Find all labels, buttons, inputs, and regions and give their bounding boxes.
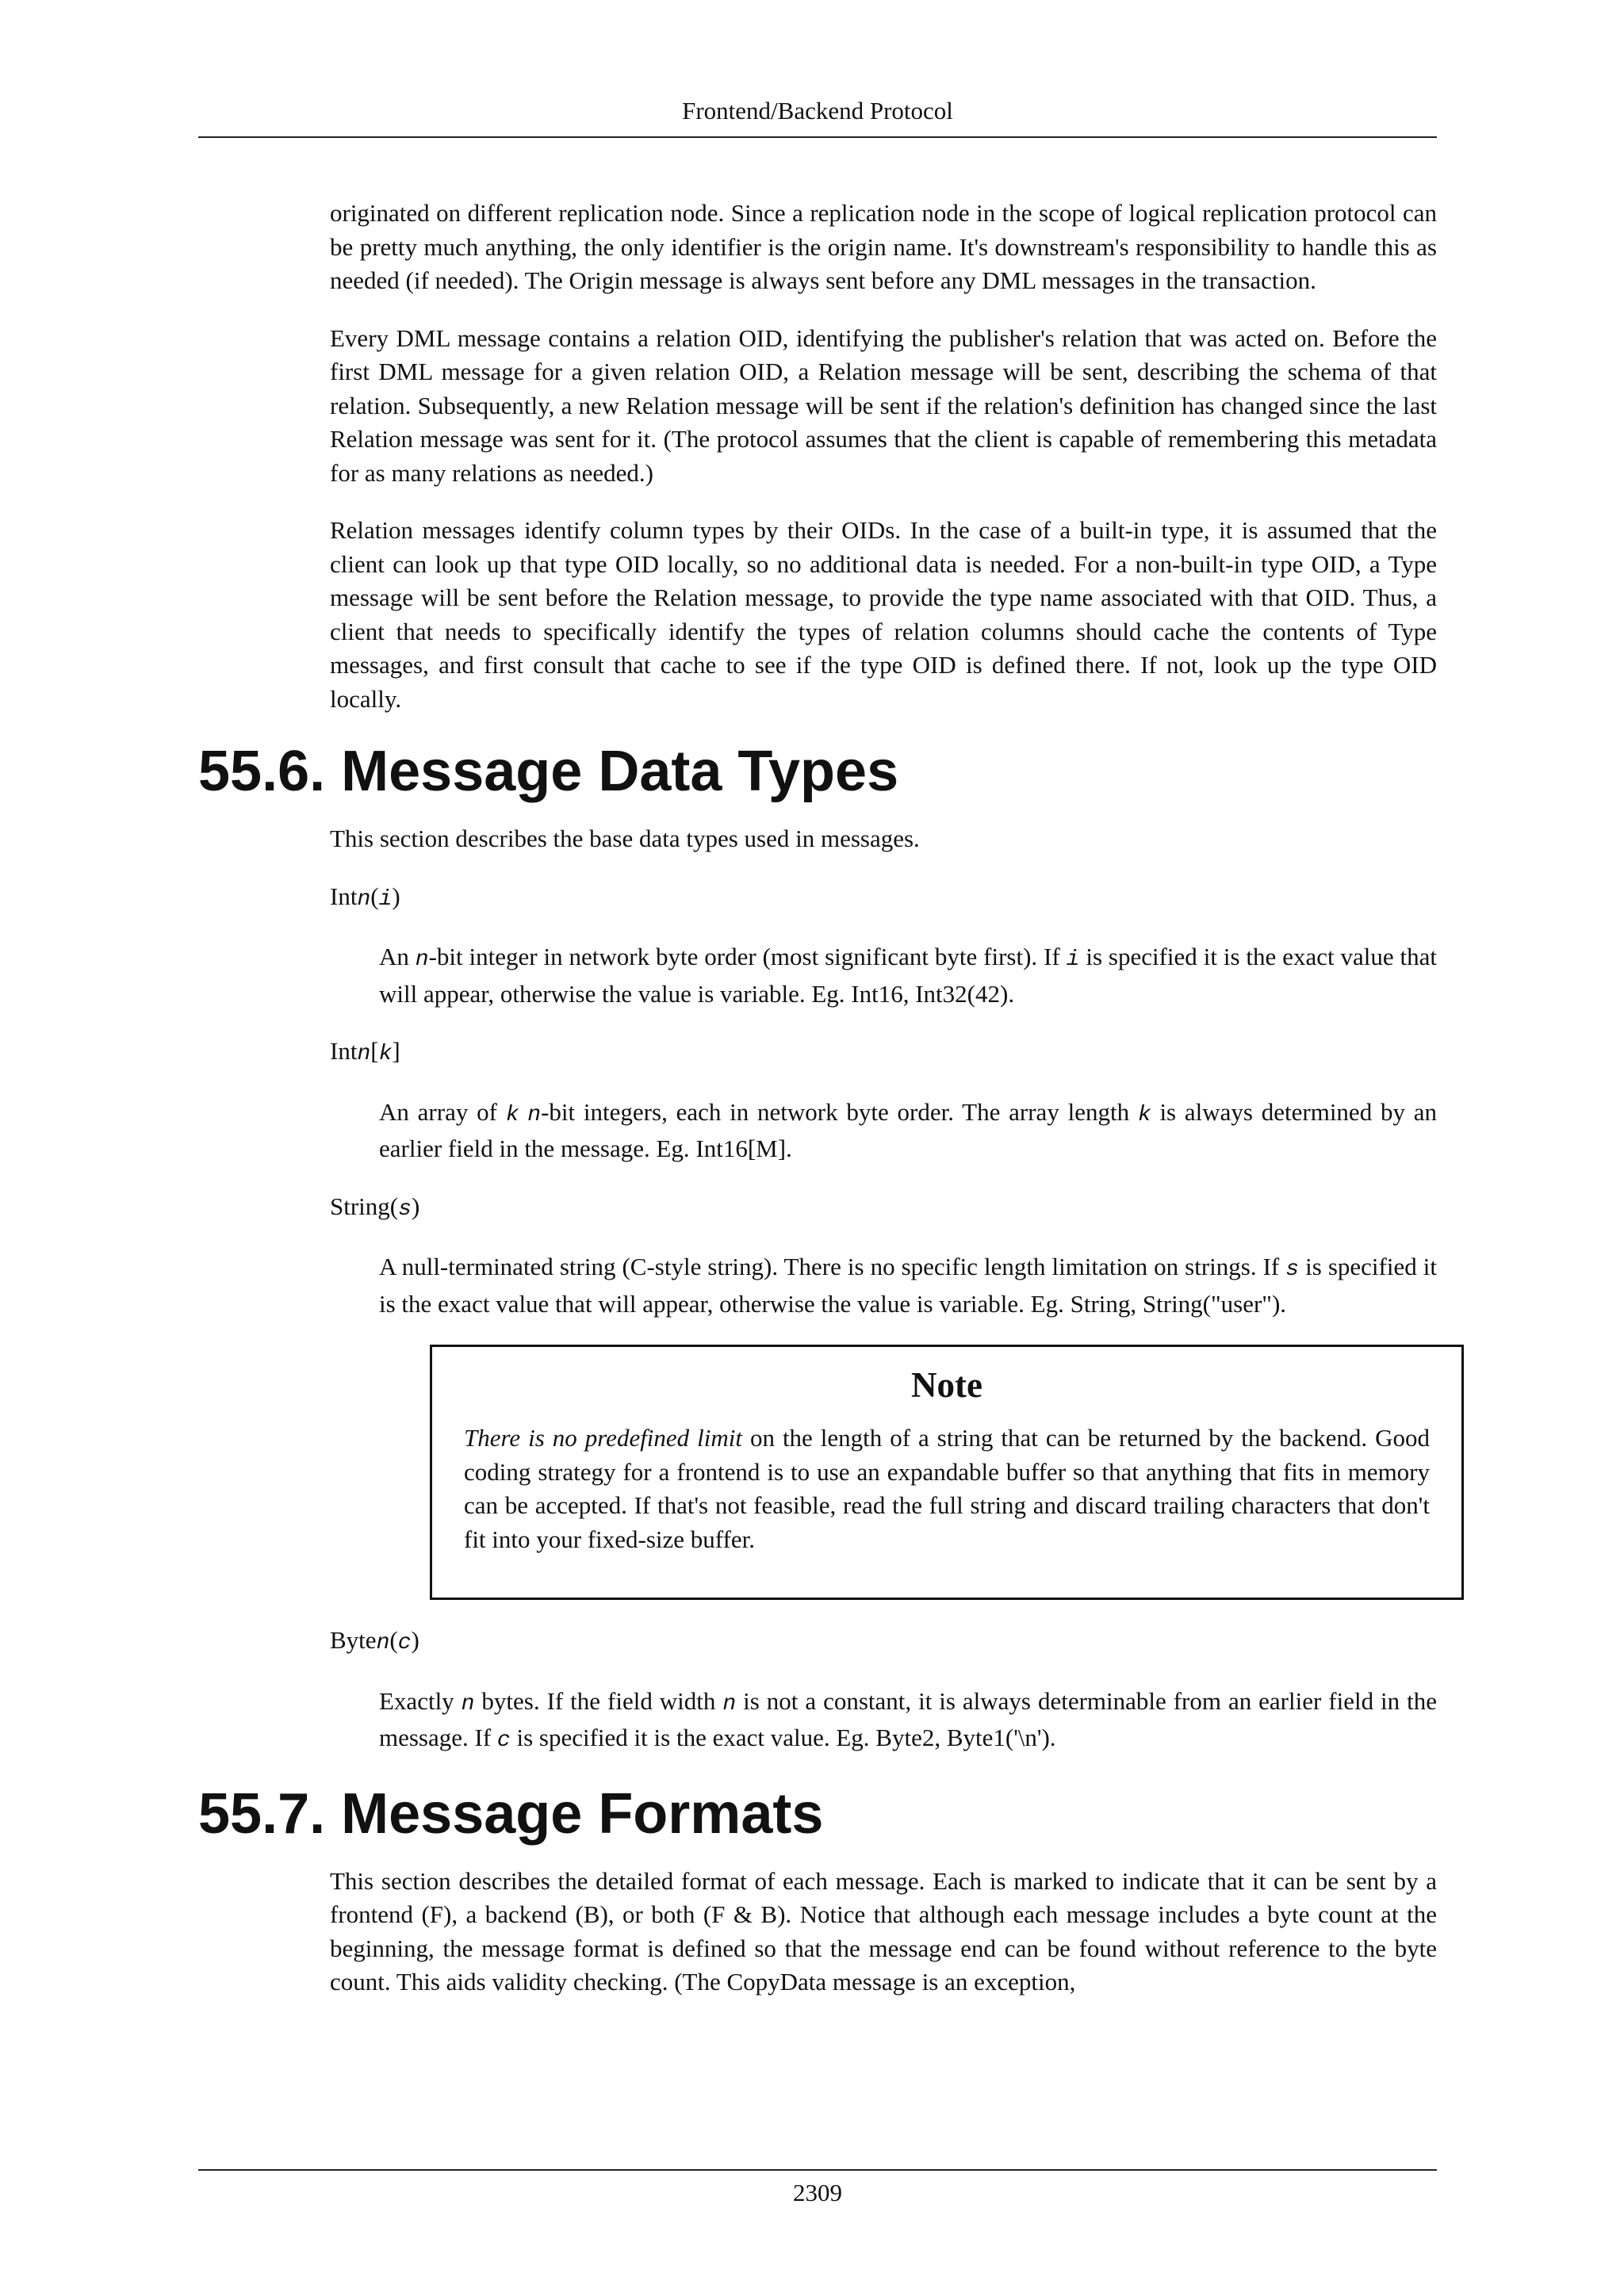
term-byte-n-c: Byten(c) bbox=[330, 1626, 419, 1655]
footer-rule bbox=[198, 2169, 1437, 2171]
section-heading-message-formats: 55.7. Message Formats bbox=[198, 1781, 824, 1846]
page-content bbox=[0, 197, 1624, 1999]
section-heading-data-types: 55.6. Message Data Types bbox=[198, 740, 899, 803]
paragraph-relation: Relation messages identify column types by their OIDs. In the case of a built-in type, it is assumed that the client can look up that type OID locally, so no additional data is needed. For a non-built-in type OID, a Type message will be sent before the Relation message, to provide the type name associated with that OID. Thus, a client that needs to specifically identify the types of relation columns should cache the contents of Type messages, and first consult that cache to see if the type OID is defined there. If not, look up the type OID locally. bbox=[330, 516, 1437, 713]
running-header: Frontend/Backend Protocol bbox=[682, 97, 953, 124]
term-int-n-k: Intn[k] bbox=[330, 1037, 400, 1066]
definition-int-n-i: An n-bit integer in network byte order (most significant byte first). If i is specified it is the exact value that will appear, otherwise the value is variable. Eg. Int16, Int32(42). bbox=[379, 943, 1437, 1008]
data-types-intro: This section describes the base data types used in messages. bbox=[330, 825, 920, 852]
message-formats-intro: This section describes the detailed format of each message. Each is marked to indicate that it can be sent by a frontend (F), a backend (B), or both (F & B). Notice that although each message includes a byte count at the beginning, the message format is defined so that the message end can be found without reference to the byte count. This aids validity checking. (The CopyData message is an exception, bbox=[330, 1866, 1437, 1996]
definition-int-n-k: An array of k n-bit integers, each in network byte order. The array length k is always determined by an earlier field in the message. Eg. Int16[M]. bbox=[379, 1097, 1437, 1162]
term-string-s: String(s) bbox=[330, 1192, 420, 1222]
paragraph-dml: Every DML message contains a relation OID, identifying the publisher's relation that was acted on. Before the first DML message for a given relation OID, a Relation message will be sent, describing the schema of that relation. Subsequently, a new Relation message will be sent if the relation's definition has changed since the last Relation message was sent for it. (The protocol assumes that the client is capable of remembering this metadata for as many relations as needed.) bbox=[330, 323, 1437, 487]
term-int-n-i: Intn(i) bbox=[330, 882, 400, 912]
note-text: There is no predefined limit on the length of a string that can be returned by the backend. Good coding strategy for a frontend is to use an expandable buffer so that anything that fits in memory can be accepted. If that's not feasible, read the full string and discard trailing characters that don't fit into your fixed-size buffer. bbox=[464, 1424, 1430, 1553]
paragraph-origin: originated on different replication node. Since a replication node in the scope of logical replication protocol can be pretty much anything, the only identifier is the origin name. It's downstream's responsibility to handle this as needed (if needed). The Origin message is always sent before any DML messages in the transaction. bbox=[330, 199, 1437, 294]
definition-string-s: A null-terminated string (C-style string). There is no specific length limitation on strings. If s is specified it is the exact value that will appear, otherwise the value is variable. Eg. String, String("user"). bbox=[379, 1253, 1437, 1318]
definition-byte-n-c: Exactly n bytes. If the field width n is not a constant, it is always determinable from an earlier field in the message. If c is specified it is the exact value. Eg. Byte2, Byte1('\n'). bbox=[379, 1686, 1437, 1753]
header-rule bbox=[198, 136, 1437, 138]
note-box bbox=[430, 1345, 1464, 1600]
page-number: 2309 bbox=[793, 2179, 842, 2206]
note-title: Note bbox=[911, 1365, 982, 1405]
